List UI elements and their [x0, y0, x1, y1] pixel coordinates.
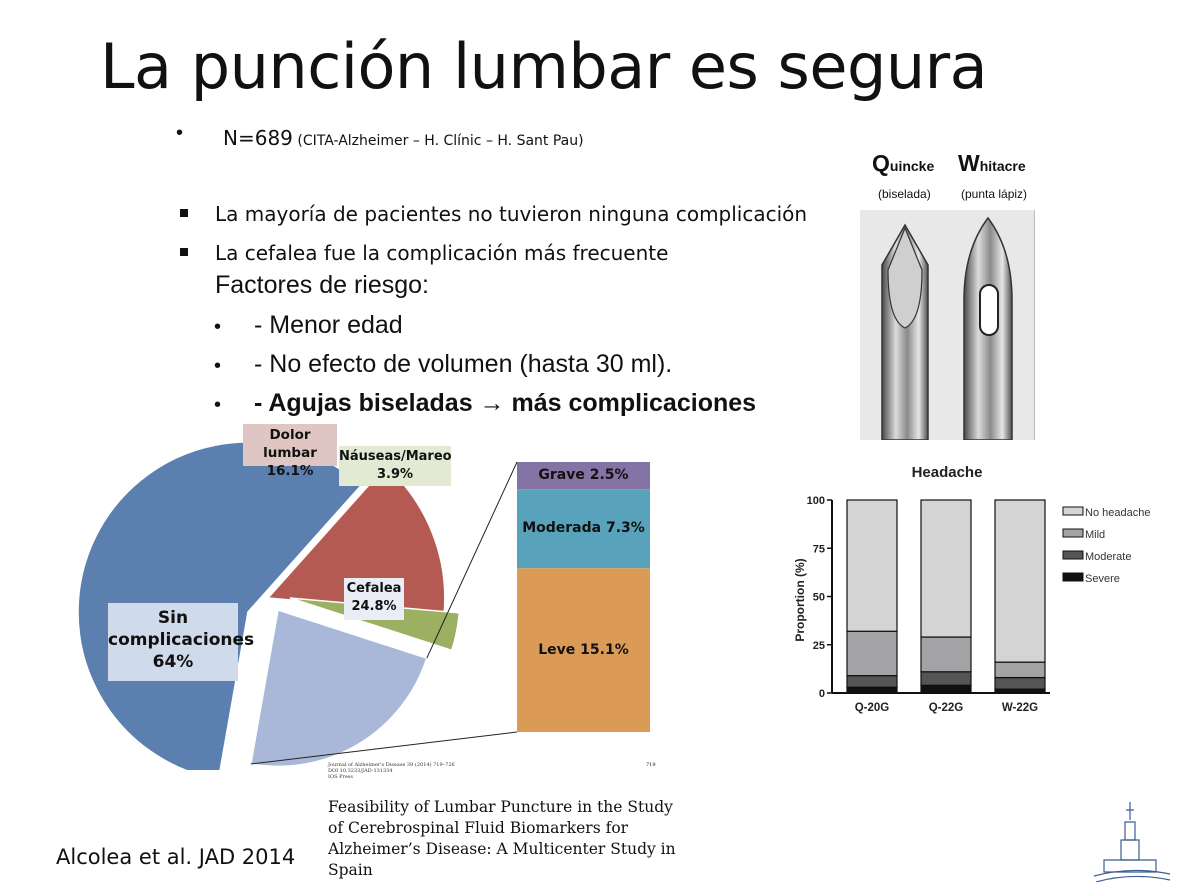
legend-label: No headache: [1085, 507, 1151, 519]
whitacre-initial: W: [958, 150, 980, 176]
y-tick-label: 0: [818, 688, 825, 700]
square-bullet: [180, 248, 188, 256]
cefalea-breakdown-bar: [517, 462, 650, 732]
bullet-dot: •: [214, 355, 222, 377]
n-source: (CITA-Alzheimer – H. Clínic – H. Sant Pau): [297, 133, 584, 149]
risk-age: - Menor edad: [254, 311, 403, 339]
label-grave-value: 2.5%: [589, 467, 629, 483]
x-tick-label: W-22G: [1001, 702, 1039, 714]
citation: Alcolea et al. JAD 2014: [56, 845, 296, 869]
label-moderada-value: 7.3%: [605, 520, 645, 536]
bar-q-22g-no-headache: [921, 500, 971, 637]
label-dolor-lumbar: [243, 424, 337, 479]
bullet-majority: La mayoría de pacientes no tuvieron ninguna complicación: [215, 202, 808, 226]
journal-doi: DOI 10.3233/JAD-131334: [328, 768, 393, 774]
risk-header: Factores de riesgo:: [215, 271, 429, 299]
label-grave: [518, 467, 649, 483]
journal-page: 719: [646, 762, 656, 768]
label-nauseas: [339, 446, 451, 486]
square-bullet: [180, 209, 188, 217]
whitacre-subtitle: (punta lápiz): [961, 187, 1028, 201]
risk-needles: - Agujas biseladas → más complicaciones: [254, 389, 757, 417]
legend-swatch-mild: [1063, 529, 1083, 537]
y-tick-label: 25: [812, 639, 825, 652]
legend-label: Severe: [1085, 573, 1120, 585]
legend-swatch-severe: [1063, 573, 1083, 581]
label-leve-name: Leve: [538, 642, 576, 658]
paper-title-line: Feasibility of Lumbar Puncture in the Study: [328, 798, 673, 816]
slide-title: La punción lumbar es segura: [100, 30, 988, 103]
bullet-dot: •: [214, 394, 222, 416]
quincke-rest: uincke: [889, 158, 935, 174]
paper-title-line: Spain: [328, 861, 373, 879]
bar-q-22g-severe: [921, 685, 971, 693]
paper-title-line: of Cerebrospinal Fluid Biomarkers for: [328, 819, 629, 837]
label-leve-value: 15.1%: [580, 642, 629, 658]
label-moderada: [518, 520, 649, 536]
label-cefalea-value: 24.8%: [351, 599, 397, 614]
legend-swatch-moderate: [1063, 551, 1083, 559]
bar-q-22g-mild: [921, 637, 971, 672]
quincke-subtitle: (biselada): [878, 187, 931, 201]
label-sin-complicaciones: [108, 603, 255, 681]
legend-label: Moderate: [1085, 551, 1132, 563]
quincke-title: [872, 150, 934, 177]
bar-w-22g-no-headache: [995, 500, 1045, 662]
risk-volume: - No efecto de volumen (hasta 30 ml).: [254, 350, 673, 378]
label-nauseas-value: 3.9%: [376, 467, 414, 482]
bar-q-20g-moderate: [847, 676, 897, 688]
label-sin-name: Sin complicaciones: [108, 608, 255, 650]
x-tick-label: Q-20G: [854, 702, 890, 714]
label-nauseas-name: Náuseas/Mareo: [339, 449, 452, 464]
whitacre-side-port: [980, 285, 998, 335]
quincke-bevel: [888, 228, 922, 328]
needle-illustration: [860, 210, 1035, 440]
sant-pau-memory-unit-logo: [1092, 800, 1172, 882]
bar-q-22g-moderate: [921, 672, 971, 686]
bullet-dot: •: [214, 316, 222, 338]
bar-q-20g-mild: [847, 631, 897, 675]
label-cefalea: [344, 578, 404, 620]
quincke-initial: Q: [872, 150, 890, 176]
label-sin-value: 64%: [152, 652, 194, 672]
needle-drawing: [860, 210, 1034, 440]
label-moderada-name: Moderada: [522, 520, 602, 536]
bar-q-20g-no-headache: [847, 500, 897, 631]
journal-press: IOS Press: [328, 774, 353, 780]
y-tick-label: 75: [812, 543, 825, 556]
x-tick-label: Q-22G: [928, 702, 964, 714]
headache-y-label: Proportion (%): [793, 558, 807, 642]
paper-title-line: Alzheimer’s Disease: A Multicenter Study in: [328, 840, 676, 858]
headache-chart-title: Headache: [911, 464, 983, 481]
headache-bars: [847, 500, 1045, 693]
y-tick-label: 50: [812, 591, 825, 604]
y-tick-label: 100: [806, 495, 825, 507]
n-label: N=689: [223, 126, 293, 150]
label-leve: [518, 642, 649, 658]
label-dolor-name: Dolor lumbar: [263, 427, 317, 461]
journal-meta: [328, 762, 455, 780]
journal-line: Journal of Alzheimer's Disease 39 (2014) 719–726: [328, 762, 455, 768]
headache-stacked-bar-chart: [780, 455, 1175, 720]
label-cefalea-name: Cefalea: [346, 581, 402, 596]
label-grave-name: Grave: [538, 467, 585, 483]
legend-swatch-no-headache: [1063, 507, 1083, 515]
legend-label: Mild: [1085, 529, 1106, 541]
bar-w-22g-mild: [995, 662, 1045, 677]
label-dolor-value: 16.1%: [266, 463, 314, 479]
whitacre-title: [958, 150, 1026, 177]
bar-w-22g-moderate: [995, 678, 1045, 690]
bullet-dot: •: [176, 122, 184, 144]
headache-legend: [1063, 507, 1150, 585]
paper-title: [328, 797, 676, 881]
n-line: [223, 126, 584, 150]
bullet-cefalea: La cefalea fue la complicación más frecuente: [215, 241, 669, 265]
whitacre-rest: hitacre: [979, 158, 1026, 174]
bar-q-20g-severe: [847, 687, 897, 693]
